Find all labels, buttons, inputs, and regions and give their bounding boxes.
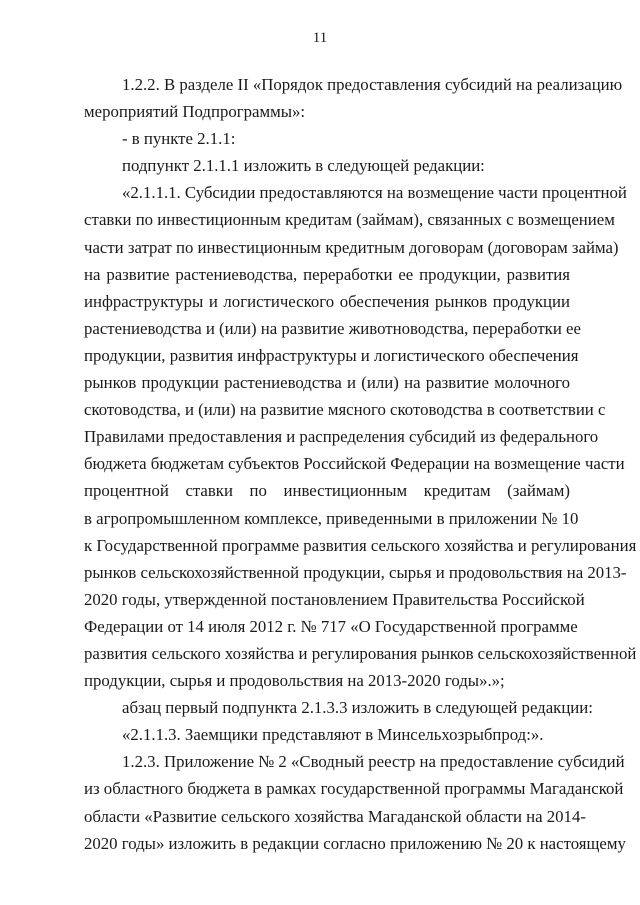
text-line: рынков продукции растениеводства и (или) на развитие молочного bbox=[84, 373, 570, 393]
text-line: развития сельского хозяйства и регулирования рынков сельскохозяйственной bbox=[84, 643, 637, 663]
text-line: рынков сельскохозяйственной продукции, сырья и продовольствия на 2013- bbox=[84, 562, 627, 582]
text-line: растениеводства и (или) на развитие животноводства, переработки ее bbox=[84, 318, 581, 338]
text-line: продукции, развития инфраструктуры и логистического обеспечения bbox=[84, 345, 579, 365]
page-number: 11 bbox=[312, 30, 328, 46]
text-line: бюджета бюджетам субъектов Российской Федерации на возмещение части bbox=[84, 454, 625, 474]
text-line: Федерации от 14 июля 2012 г. № 717 «О Государственной программе bbox=[84, 616, 578, 636]
text-line: инфраструктуры и логистического обеспечения рынков продукции bbox=[84, 291, 570, 311]
text-line: продукции, сырья и продовольствия на 2013-2020 годы».»; bbox=[84, 671, 505, 691]
document-body bbox=[84, 71, 637, 857]
text-line: области «Развитие сельского хозяйства Магаданской области на 2014- bbox=[84, 806, 586, 826]
text-line: подпункт 2.1.1.1 изложить в следующей редакции: bbox=[122, 156, 485, 176]
text-line: к Государственной программе развития сельского хозяйства и регулирования bbox=[84, 535, 637, 555]
text-line: «2.1.1.1. Субсидии предоставляются на возмещение части процентной bbox=[122, 183, 627, 203]
text-line: - в пункте 2.1.1: bbox=[122, 129, 236, 149]
text-line: «2.1.1.3. Заемщики представляют в Минсельхозрыбпрод:». bbox=[122, 725, 544, 745]
text-line: ставки по инвестиционным кредитам (займам), связанных с возмещением bbox=[84, 210, 615, 230]
text-line: скотоводства, и (или) на развитие мясного скотоводства в соответствии с bbox=[84, 400, 606, 420]
text-line: мероприятий Подпрограммы»: bbox=[84, 102, 306, 122]
text-line: 1.2.2. В разделе II «Порядок предоставления субсидий на реализацию bbox=[122, 75, 623, 94]
text-line: 2020 годы, утвержденной постановлением Правительства Российской bbox=[84, 589, 585, 609]
text-line: процентной ставки по инвестиционным кредитам (займам) bbox=[84, 481, 570, 501]
text-line: абзац первый подпункта 2.1.3.3 изложить в следующей редакции: bbox=[122, 698, 593, 718]
text-line: 2020 годы» изложить в редакции согласно приложению № 20 к настоящему bbox=[84, 833, 626, 853]
text-line: 1.2.3. Приложение № 2 «Сводный реестр на предоставление субсидий bbox=[122, 752, 625, 772]
text-line: в агропромышленном комплексе, приведенными в приложении № 10 bbox=[84, 508, 579, 528]
text-line: из областного бюджета в рамках государственной программы Магаданской bbox=[84, 779, 624, 799]
text-line: на развитие растениеводства, переработки ее продукции, развития bbox=[84, 264, 570, 284]
text-line: Правилами предоставления и распределения субсидий из федерального bbox=[84, 427, 599, 447]
text-line: части затрат по инвестиционным кредитным договорам (договорам займа) bbox=[84, 237, 619, 257]
